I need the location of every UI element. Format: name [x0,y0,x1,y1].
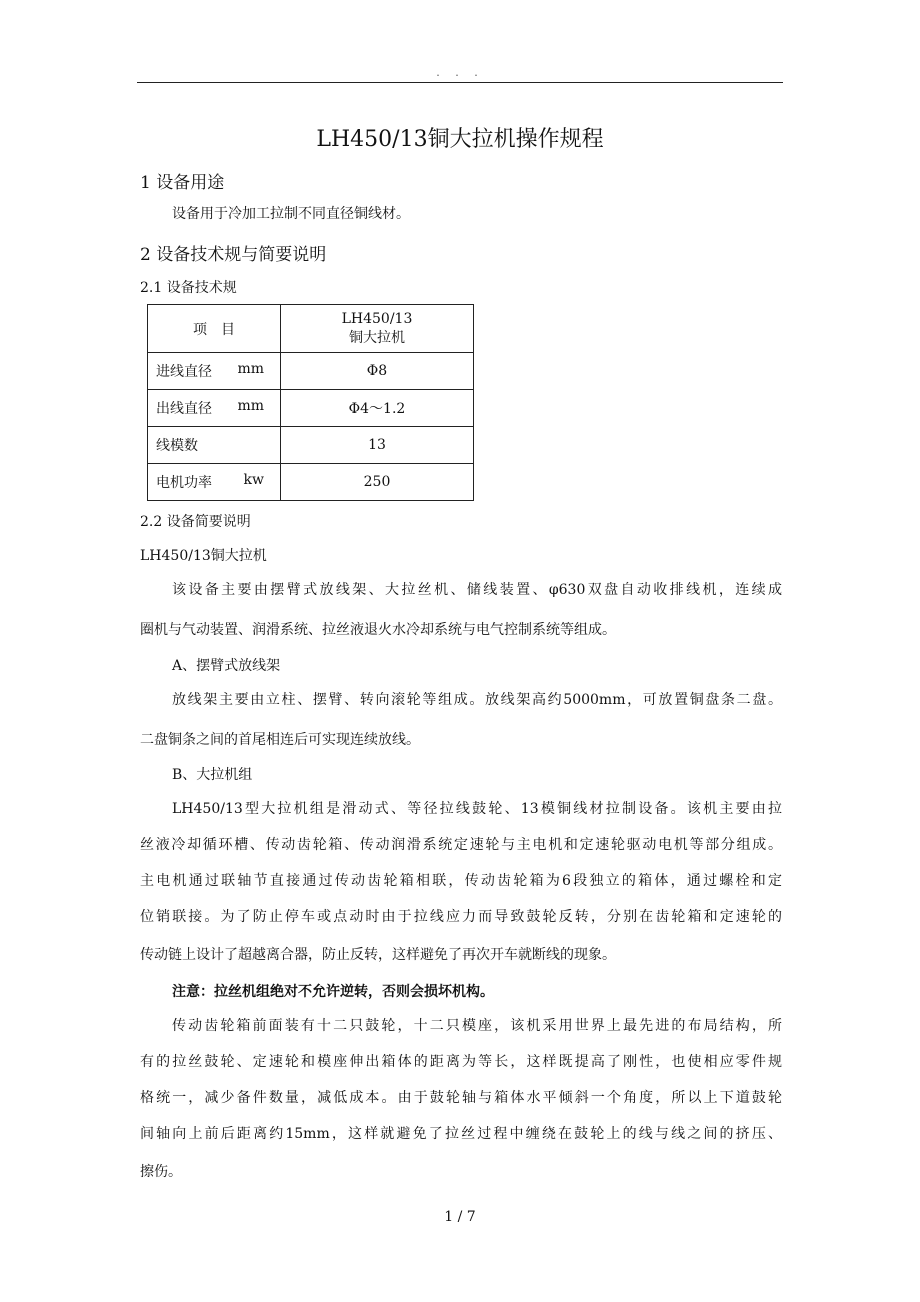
section-1-text: 设备用于冷加工拉制不同直径铜线材。 [172,206,410,222]
header-dots: . . . [436,66,484,79]
header-rule [137,82,783,83]
subsection-2-2-heading: 2.2 设备简要说明 [140,514,251,530]
page-number: 1 / 7 [444,1209,476,1225]
table-cell-label: 电机功率 kw [148,464,281,501]
paragraph-c-line-1: 传动齿轮箱前面装有十二只鼓轮，十二只模座，该机采用世界上最先进的布局结构，所 [172,1018,782,1034]
table-row [148,427,474,464]
table-cell-label: 进线直径 mm [148,353,281,390]
table-row [148,353,474,390]
table-header-model-name: 铜大拉机 [349,329,405,346]
table-cell-unit: mm [237,398,264,414]
spec-table [147,304,474,501]
table-cell-value: Φ8 [281,353,474,390]
paragraph-overview-line-2: 圈机与气动装置、润滑系统、拉丝液退火水冷却系统与电气控制系统等组成。 [140,622,616,638]
section-2-heading: 2 设备技术规与简要说明 [140,245,327,265]
table-header-item: 项 目 [148,305,281,353]
table-header-model [281,305,474,353]
table-header-row [148,305,474,353]
paragraph-c-line-2: 有的拉丝鼓轮、定速轮和模座伸出箱体的距离为等长，这样既提高了刚性，也使相应零件规 [140,1054,782,1070]
paragraph-c-line-3: 格统一，减少备件数量，减低成本。由于鼓轮轴与箱体水平倾斜一个角度，所以上下道鼓轮 [140,1090,782,1106]
table-cell-value: 250 [281,464,474,501]
document-title: LH450/13铜大拉机操作规程 [316,127,604,152]
table-cell-label: 出线直径 mm [148,390,281,427]
paragraph-b-line-4: 位销联接。为了防止停车或点动时由于拉线应力而导致鼓轮反转，分别在齿轮箱和定速轮的 [140,909,782,925]
paragraph-a-line-2: 二盘铜条之间的首尾相连后可实现连续放线。 [140,732,420,748]
paragraph-b-line-5: 传动链上设计了超越离合器，防止反转，这样避免了再次开车就断线的现象。 [140,947,616,963]
table-cell-unit: mm [237,361,264,377]
table-cell-value: Φ4～1.2 [281,390,474,427]
section-1-heading: 1 设备用途 [140,173,225,193]
part-b-heading: B、大拉机组 [172,767,253,783]
paragraph-c-line-4: 间轴向上前后距离约15mm，这样就避免了拉丝过程中缠绕在鼓轮上的线与线之间的挤压、 [140,1126,782,1142]
part-a-heading: A、摆臂式放线架 [172,658,281,674]
machine-name: LH450/13铜大拉机 [140,548,267,564]
table-cell-label: 线模数 [148,427,281,464]
paragraph-b-line-1: LH450/13型大拉机组是滑动式、等径拉线鼓轮、13模铜线材拉制设备。该机主要由拉 [172,801,782,817]
warning-note: 注意：拉丝机组绝对不允许逆转，否则会损坏机构。 [172,984,494,1000]
paragraph-c-line-5: 擦伤。 [140,1164,182,1180]
paragraph-b-line-2: 丝液冷却循环槽、传动齿轮箱、传动润滑系统定速轮与主电机和定速轮驱动电机等部分组成。 [140,837,782,853]
paragraph-a-line-1: 放线架主要由立柱、摆臂、转向滚轮等组成。放线架高约5000mm，可放置铜盘条二盘。 [172,692,782,708]
table-row [148,464,474,501]
table-row [148,390,474,427]
paragraph-b-line-3: 主电机通过联轴节直接通过传动齿轮箱相联，传动齿轮箱为6段独立的箱体，通过螺栓和定 [140,873,782,889]
table-cell-unit: kw [243,472,264,488]
subsection-2-1-heading: 2.1 设备技术规 [140,280,237,296]
table-cell-value: 13 [281,427,474,464]
paragraph-overview-line-1: 该设备主要由摆臂式放线架、大拉丝机、储线装置、φ630双盘自动收排线机，连续成 [172,582,782,598]
table-header-model-code: LH450/13 [341,310,413,327]
